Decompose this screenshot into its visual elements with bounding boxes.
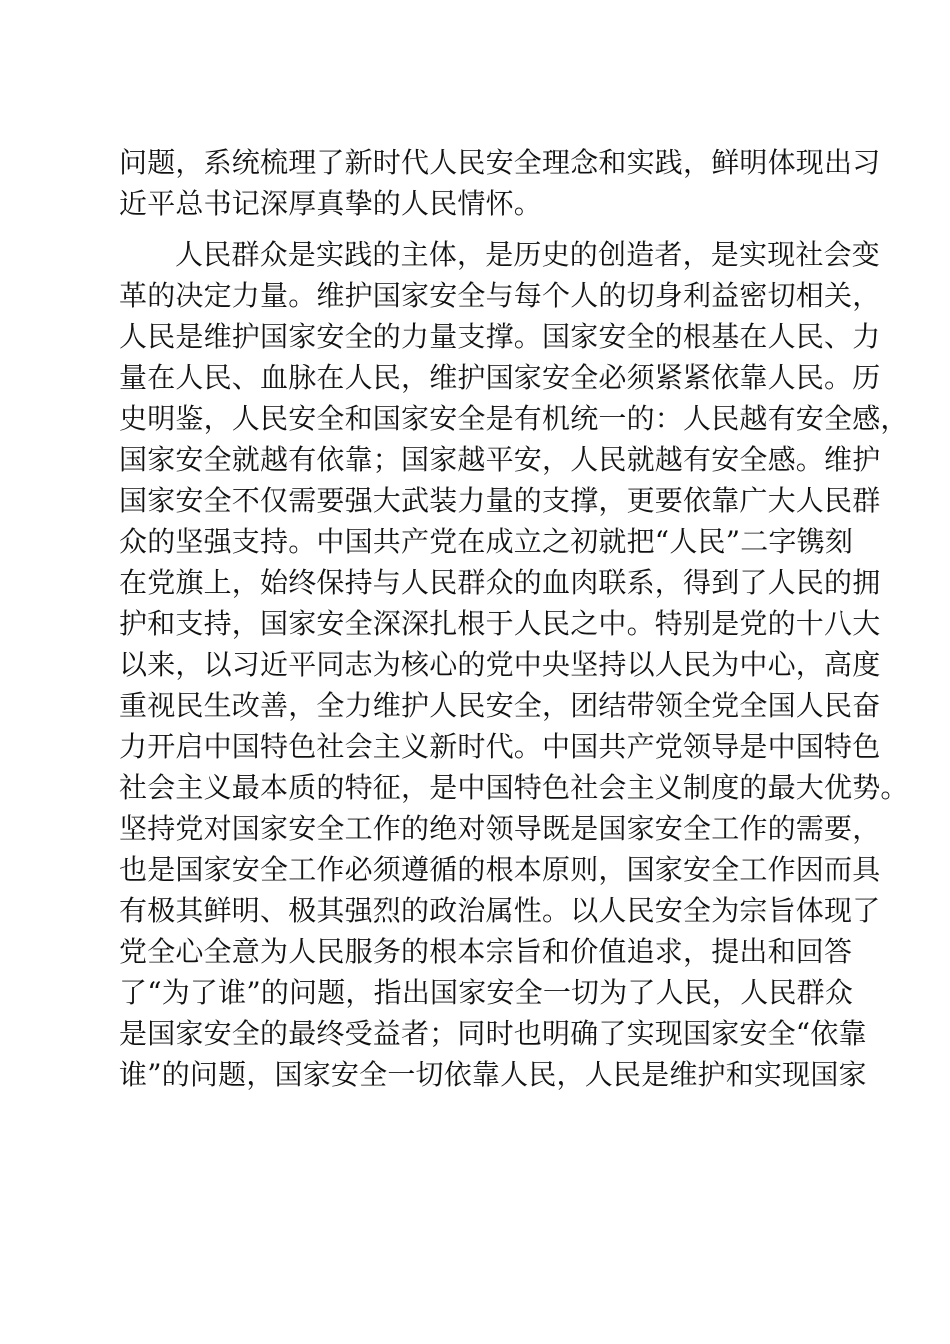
text-line: 力开启中国特色社会主义新时代。中国共产党领导是中国特色 <box>119 730 881 763</box>
text-line: 坚持党对国家安全工作的绝对领导既是国家安全工作的需要， <box>119 812 881 845</box>
text-line: 了“为了谁”的问题，指出国家安全一切为了人民，人民群众 <box>119 976 854 1009</box>
text-line: 重视民生改善，全力维护人民安全，团结带领全党全国人民奋 <box>119 689 881 722</box>
text-line: 量在人民、血脉在人民，维护国家安全必须紧紧依靠人民。历 <box>119 361 881 394</box>
paragraph-1 <box>119 142 881 224</box>
text-line: 史明鉴，人民安全和国家安全是有机统一的：人民越有安全感， <box>119 402 909 435</box>
text-line: 也是国家安全工作必须遵循的根本原则，国家安全工作因而具 <box>119 853 881 886</box>
text-line: 有极其鲜明、极其强烈的政治属性。以人民安全为宗旨体现了 <box>119 894 881 927</box>
text-line: 是国家安全的最终受益者；同时也明确了实现国家安全“依靠 <box>119 1017 867 1050</box>
text-line: 在党旗上，始终保持与人民群众的血肉联系，得到了人民的拥 <box>119 566 881 599</box>
text-line: 问题，系统梳理了新时代人民安全理念和实践，鲜明体现出习 <box>119 146 881 179</box>
paragraph-2 <box>119 234 909 1136</box>
text-line: 护和支持，国家安全深深扎根于人民之中。特别是党的十八大 <box>119 607 881 640</box>
text-line: 以来，以习近平同志为核心的党中央坚持以人民为中心，高度 <box>119 648 881 681</box>
text-line <box>119 1095 839 1136</box>
text-line: 人民是维护国家安全的力量支撑。国家安全的根基在人民、力 <box>119 320 881 353</box>
text-line: 革的决定力量。维护国家安全与每个人的切身利益密切相关， <box>119 279 881 312</box>
text-line: 近平总书记深厚真挚的人民情怀。 <box>119 187 543 220</box>
text-line: 国家安全不仅需要强大武装力量的支撑，更要依靠广大人民群 <box>119 484 881 517</box>
text-line: 社会主义最本质的特征，是中国特色社会主义制度的最大优势。 <box>119 771 909 804</box>
text-line: 国家安全就越有依靠；国家越平安，人民就越有安全感。维护 <box>119 443 881 476</box>
text-line: 众的坚强支持。中国共产党在成立之初就把“人民”二字镌刻 <box>119 525 854 558</box>
text-line: 党全心全意为人民服务的根本宗旨和价值追求，提出和回答 <box>119 935 853 968</box>
text-line: 谁”的问题，国家安全一切依靠人民，人民是维护和实现国家 <box>119 1058 867 1091</box>
text-line: 人民群众是实践的主体，是历史的创造者，是实现社会变 <box>175 238 881 271</box>
